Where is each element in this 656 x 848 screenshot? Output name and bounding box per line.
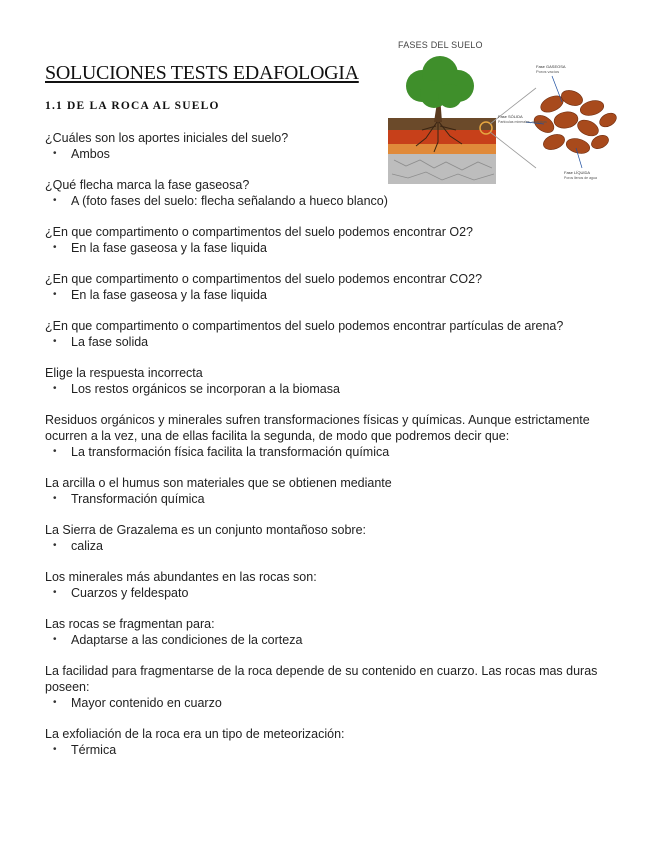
- answer-text: Cuarzos y feldespato: [71, 586, 189, 600]
- label-solid-sub: Partículas minerales, orgánicas: [498, 120, 547, 124]
- answer-text: Adaptarse a las condiciones de la corteza: [71, 633, 303, 647]
- qa-item: [45, 271, 615, 303]
- qa-item: [45, 569, 615, 601]
- bullet-icon: •: [53, 336, 57, 347]
- answer-text: La fase solida: [71, 335, 149, 349]
- answer-item: [45, 538, 615, 554]
- answer-item: [45, 381, 615, 397]
- answer-text: A (foto fases del suelo: flecha señalando a hueco blanco): [71, 194, 388, 208]
- answer-item: [45, 491, 615, 507]
- answer-item: [45, 632, 615, 648]
- bullet-icon: •: [53, 289, 57, 300]
- qa-item: [45, 412, 615, 460]
- bullet-icon: •: [53, 587, 57, 598]
- answer-text: Térmica: [71, 743, 117, 757]
- answer-text: En la fase gaseosa y la fase liquida: [71, 241, 267, 255]
- answer-item: [45, 287, 615, 303]
- bullet-icon: •: [53, 383, 57, 394]
- document-title: SOLUCIONES TESTS EDAFOLOGIA: [45, 62, 359, 84]
- bullet-icon: •: [53, 697, 57, 708]
- question-text: La arcilla o el humus son materiales que se obtienen mediante: [45, 476, 392, 490]
- answer-item: [45, 742, 615, 758]
- question-text: ¿En que compartimento o compartimentos del suelo podemos encontrar O2?: [45, 225, 474, 239]
- bullet-icon: •: [53, 540, 57, 551]
- qa-item: [45, 726, 615, 758]
- tree-canopy: [406, 56, 474, 108]
- answer-item: [45, 585, 615, 601]
- bullet-icon: •: [53, 195, 57, 206]
- question-text: ¿Qué flecha marca la fase gaseosa?: [45, 178, 250, 192]
- qa-item: [45, 522, 615, 554]
- bullet-icon: •: [53, 634, 57, 645]
- answer-text: Transformación química: [71, 492, 205, 506]
- answer-text: En la fase gaseosa y la fase liquida: [71, 288, 267, 302]
- answer-item: [45, 193, 615, 209]
- question-text: Elige la respuesta incorrecta: [45, 366, 203, 380]
- question-text: Los minerales más abundantes en las rocas son:: [45, 570, 317, 584]
- qa-item: [45, 318, 615, 350]
- label-solid: Fase SÓLIDA: [498, 114, 523, 119]
- answer-item: [45, 695, 615, 711]
- question-text: ¿En que compartimento o compartimentos del suelo podemos encontrar partículas de arena?: [45, 319, 564, 333]
- qa-item: [45, 224, 615, 256]
- qa-item: [45, 365, 615, 397]
- answer-item: [45, 444, 615, 460]
- bullet-icon: •: [53, 242, 57, 253]
- question-text: La exfoliación de la roca era un tipo de meteorización:: [45, 727, 345, 741]
- label-gas: Fase GASEOSA: [536, 64, 566, 69]
- answer-text: La transformación física facilita la transformación química: [71, 445, 390, 459]
- answer-text: Mayor contenido en cuarzo: [71, 696, 222, 710]
- label-liquid-sub: Poros llenos de agua: [564, 176, 597, 180]
- qa-item: [45, 177, 615, 209]
- answer-item: [45, 240, 615, 256]
- label-gas-sub: Poros vacíos: [536, 69, 560, 74]
- answer-text: Los restos orgánicos se incorporan a la biomasa: [71, 382, 340, 396]
- qa-item: [45, 475, 615, 507]
- answer-item: [45, 146, 615, 162]
- figure-caption: FASES DEL SUELO: [398, 40, 483, 50]
- question-text: La Sierra de Grazalema es un conjunto montañoso sobre:: [45, 523, 367, 537]
- qa-item: [45, 663, 615, 711]
- question-text: ¿En que compartimento o compartimentos del suelo podemos encontrar CO2?: [45, 272, 483, 286]
- question-text: La facilidad para fragmentarse de la roca depende de su contenido en cuarzo. Las rocas mas duras poseen:: [45, 664, 598, 694]
- bullet-icon: •: [53, 493, 57, 504]
- label-liquid: Fase LÍQUIDA: [564, 170, 591, 175]
- question-text: Las rocas se fragmentan para:: [45, 617, 215, 631]
- section-title: 1.1 DE LA ROCA AL SUELO: [45, 100, 220, 112]
- question-text: Residuos orgánicos y minerales sufren transformaciones físicas y químicas. Aunque estrictamente ocurren a la vez, una de ellas facilita la segunda, de modo que podremos decir que:: [45, 413, 590, 443]
- question-text: ¿Cuáles son los aportes iniciales del suelo?: [45, 131, 289, 145]
- bullet-icon: •: [53, 446, 57, 457]
- answer-text: Ambos: [71, 147, 110, 161]
- qa-item: [45, 130, 615, 162]
- question-answer-list: [45, 130, 615, 758]
- bullet-icon: •: [53, 148, 57, 159]
- answer-text: caliza: [71, 539, 103, 553]
- bullet-icon: •: [53, 744, 57, 755]
- answer-item: [45, 334, 615, 350]
- qa-item: [45, 616, 615, 648]
